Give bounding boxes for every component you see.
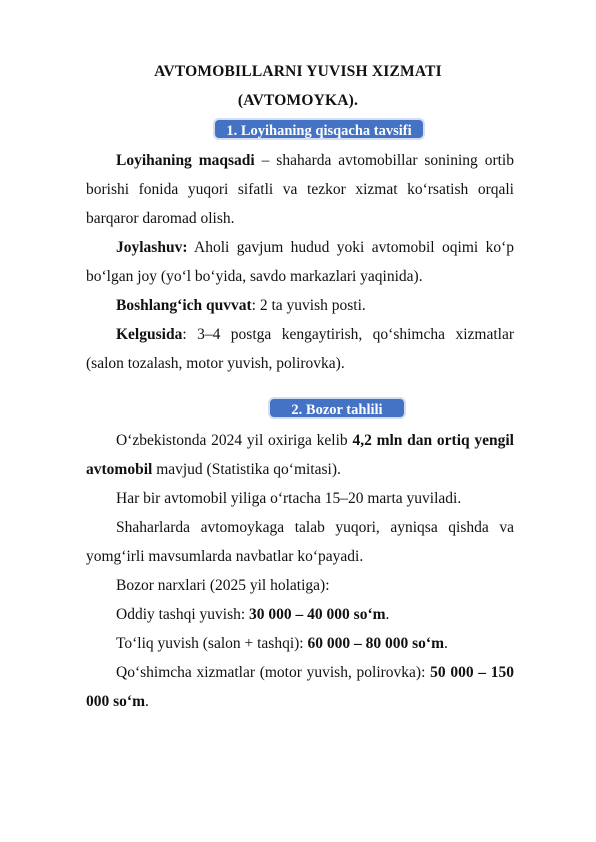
price-item-3 (86, 658, 514, 716)
document-title-line2: (AVTOMOYKA). (237, 92, 359, 109)
paragraph-bozor-3: Shaharlarda avtomoykaga talab yuqori, ayniqsa qishda va yomg‘irli mavsumlarda navbatlar ko‘payadi. (86, 519, 514, 565)
price-2-value: 60 000 – 80 000 so‘m (307, 635, 444, 652)
section-heading-1: 1. Loyihaning qisqacha tavsifi (213, 118, 425, 140)
price-3-end: . (144, 693, 149, 710)
paragraph-maqsad (86, 146, 514, 233)
price-2-end: . (443, 635, 448, 652)
kelgusida-label: Kelgusida (116, 326, 183, 343)
maqsad-text: – shaharda avtomobillar sonining ortib borishi fonida yuqori sifatli va tezkor xizmat ko‘rsatish orqali barqaror daromad olish. (86, 152, 514, 227)
price-1-label: Oddiy tashqi yuvish: (116, 606, 250, 623)
maqsad-label: Loyihaning maqsadi (116, 152, 255, 169)
paragraph-bozor-4: Bozor narxlari (2025 yil holatiga): (116, 577, 330, 594)
bozor-1-text-after: mavjud (Statistika qo‘mitasi). (152, 461, 341, 478)
paragraph-bozor-1 (86, 426, 514, 484)
price-2-label: To‘liq yuvish (salon + tashqi): (116, 635, 308, 652)
paragraph-joylashuv (86, 233, 514, 291)
kelgusida-text: : 3–4 postga kengaytirish, qo‘shimcha xizmatlar (salon tozalash, motor yuvish, polirovka). (86, 326, 514, 372)
document-title-line1: AVTOMOBILLARNI YUVISH XIZMATI (154, 63, 442, 80)
price-1-end: . (385, 606, 390, 623)
price-item-2 (86, 629, 514, 658)
price-item-1 (86, 600, 514, 629)
bozor-1-text-before: O‘zbekistonda 2024 yil oxiriga kelib (116, 432, 353, 449)
quvvat-text: : 2 ta yuvish posti. (251, 297, 366, 314)
quvvat-label: Boshlang‘ich quvvat (116, 297, 252, 314)
price-3-value: 50 000 – 150 000 so‘m (86, 664, 515, 710)
paragraph-quvvat (86, 291, 514, 320)
price-1-value: 30 000 – 40 000 so‘m (249, 606, 386, 623)
price-3-label: Qo‘shimcha xizmatlar (motor yuvish, polirovka): (116, 664, 431, 681)
joylashuv-text: Aholi gavjum hudud yoki avtomobil oqimi ko‘p bo‘lgan joy (yo‘l bo‘yida, savdo markazlari yaqinida). (86, 239, 514, 285)
section-heading-2: 2. Bozor tahlili (268, 397, 406, 419)
paragraph-kelgusida (86, 320, 514, 378)
joylashuv-label: Joylashuv: (116, 239, 188, 256)
bozor-1-bold: 4,2 mln dan ortiq yengil avtomobil (86, 432, 514, 478)
paragraph-bozor-2: Har bir avtomobil yiliga o‘rtacha 15–20 marta yuviladi. (116, 490, 462, 507)
